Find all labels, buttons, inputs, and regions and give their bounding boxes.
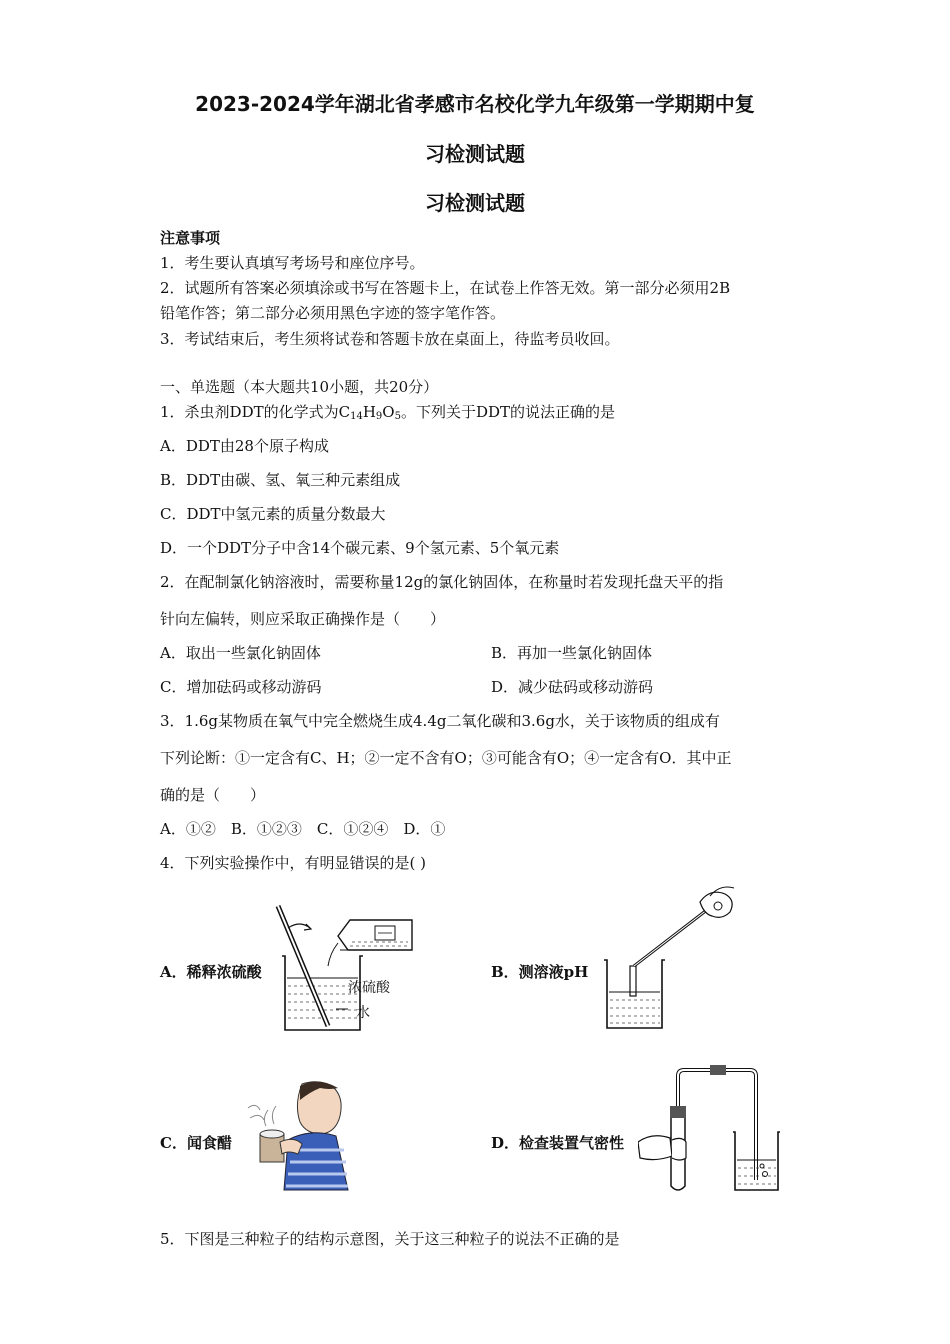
q2-option-d: D．减少砝码或移动游码 <box>491 678 654 696</box>
page-title-line-1: 2023-2024学年湖北省孝感市名校化学九年级第一学期期中复 <box>195 92 755 116</box>
q4-option-a: A．稀释浓硫酸 <box>160 963 262 981</box>
figure-a-water-label: 水 <box>356 1005 370 1021</box>
q2-option-a: A．取出一些氯化钠固体 <box>160 644 321 662</box>
q4-option-c: C．闻食醋 <box>160 1134 232 1152</box>
figure-measure-ph <box>600 882 750 1032</box>
q4-stem: 4．下列实验操作中，有明显错误的是( ) <box>160 854 427 872</box>
q1-stem: 1．杀虫剂DDT的化学式为$C_{14}H_9O_5$。下列关于DDT的说法正确的是 <box>160 403 616 422</box>
notice-item-3: 3．考试结束后，考生须将试卷和答题卡放在桌面上，待监考员收回。 <box>160 330 620 348</box>
q3-stem-line-2: 下列论断：①一定含有C、H；②一定不含有O；③可能含有O；④一定含有O．其中正 <box>160 749 732 767</box>
notice-item-2: 2．试题所有答案必须填涂或书写在答题卡上，在试卷上作答无效。第一部分必须用2B <box>160 279 731 297</box>
figure-a-acid-label: 浓硫酸 <box>348 980 390 996</box>
notice-item-1: 1．考生要认真填写考场号和座位序号。 <box>160 254 425 272</box>
q1-option-d: D．一个DDT分子中含14个碳元素、9个氢元素、5个氧元素 <box>160 539 560 557</box>
q2-stem-line-1: 2．在配制氯化钠溶液时，需要称量12g的氯化钠固体，在称量时若发现托盘天平的指 <box>160 573 724 591</box>
section-heading: 一、单选题（本大题共10小题，共20分） <box>160 378 439 396</box>
q5-stem: 5．下图是三种粒子的结构示意图，关于这三种粒子的说法不正确的是 <box>160 1230 620 1248</box>
q3-stem-line-3: 确的是（ ） <box>160 786 266 804</box>
q1-option-a: A．DDT由28个原子构成 <box>160 437 329 455</box>
q4-option-d: D．检查装置气密性 <box>491 1134 625 1152</box>
q1-option-c: C．DDT中氢元素的质量分数最大 <box>160 505 386 523</box>
q4-option-b: B．测溶液pH <box>491 963 589 981</box>
q2-option-c: C．增加砝码或移动游码 <box>160 678 322 696</box>
q2-option-b: B．再加一些氯化钠固体 <box>491 644 653 662</box>
q3-stem-line-1: 3．1.6g某物质在氧气中完全燃烧生成4.4g二氧化碳和3.6g水，关于该物质的组成有 <box>160 712 720 730</box>
q2-stem-line-2: 针向左偏转，则应采取正确操作是（ ） <box>160 610 446 628</box>
q1-option-b: B．DDT由碳、氢、氧三种元素组成 <box>160 471 401 489</box>
page-title-line-3: 习检测试题 <box>425 191 525 215</box>
notice-item-2-cont: 铅笔作答；第二部分必须用黑色字迹的签字笔作答。 <box>160 304 506 322</box>
notice-heading: 注意事项 <box>160 229 221 247</box>
page-title-line-2: 习检测试题 <box>425 142 525 166</box>
figure-dilute-acid <box>270 898 440 1038</box>
figure-smell-vinegar <box>240 1078 355 1193</box>
q3-options: A．①② B．①②③ C．①②④ D．① <box>160 820 446 838</box>
figure-check-airtightness <box>638 1062 788 1197</box>
